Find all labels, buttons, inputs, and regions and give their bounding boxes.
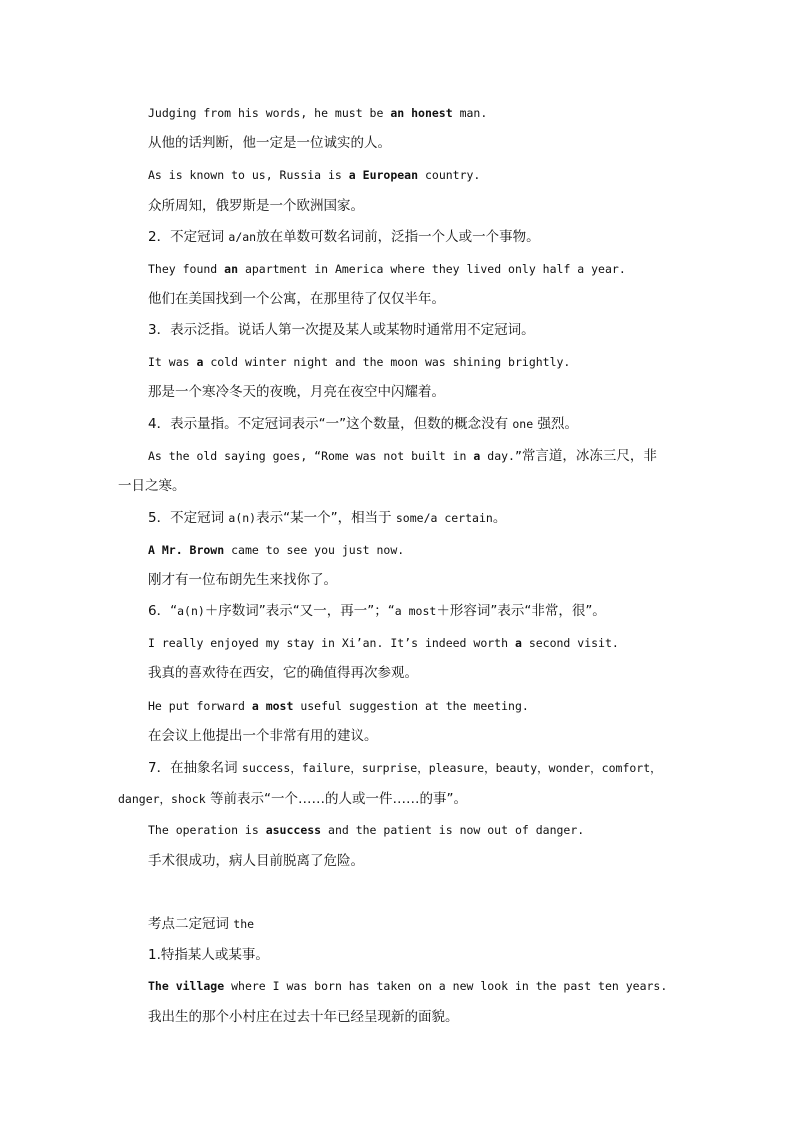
example-sentence-en bbox=[148, 696, 529, 716]
example-sentence-en bbox=[148, 446, 657, 466]
bold-segment: a most bbox=[251, 699, 294, 713]
rule-point-7-continued bbox=[118, 789, 467, 809]
bold-segment: an honest bbox=[390, 106, 453, 120]
rule-point-4 bbox=[148, 414, 578, 434]
example-sentence-en bbox=[148, 352, 570, 372]
rule-point-6 bbox=[148, 601, 606, 621]
rule-point-7 bbox=[148, 758, 662, 778]
text-segment: country. bbox=[418, 168, 481, 182]
example-sentence-en bbox=[148, 103, 487, 123]
example-sentence-en bbox=[148, 540, 404, 560]
text-segment: man. bbox=[452, 106, 488, 120]
text-segment: cold winter night and the moon was shining brightly. bbox=[203, 355, 571, 369]
text-segment: ＋形容词”表示“非常，很”。 bbox=[436, 603, 606, 619]
text-segment: 表示“某一个”，相当于 bbox=[256, 510, 396, 526]
text-segment: the bbox=[233, 917, 255, 931]
example-sentence-en bbox=[148, 820, 584, 840]
text-segment: apartment in America where they lived only half a year. bbox=[238, 262, 626, 276]
translation-zh: 他们在美国找到一个公寓，在那里待了仅仅半年。 bbox=[148, 291, 445, 307]
translation-zh: 我真的喜欢待在西安，它的确值得再次参观。 bbox=[148, 665, 418, 681]
translation-zh: 在会议上他提出一个非常有用的建议。 bbox=[148, 728, 378, 744]
text-segment: a most bbox=[394, 604, 437, 618]
text-segment: As the old saying goes, “Rome was not built in bbox=[148, 449, 474, 463]
bold-segment: A Mr. Brown bbox=[148, 543, 225, 557]
text-segment: They found bbox=[148, 262, 225, 276]
example-sentence-en bbox=[148, 259, 626, 279]
text-segment: danger，shock bbox=[118, 792, 206, 806]
translation-zh: 手术很成功，病人目前脱离了危险。 bbox=[148, 853, 364, 869]
text-segment: came to see you just now. bbox=[224, 543, 405, 557]
text-segment: 。 bbox=[492, 510, 507, 526]
text-segment: some/a certain bbox=[395, 511, 493, 525]
bold-segment: an bbox=[224, 262, 239, 276]
text-segment: a/an bbox=[228, 230, 257, 244]
text-segment: 6．“ bbox=[148, 603, 178, 619]
text-segment: The operation is bbox=[148, 823, 266, 837]
text-segment: Judging from his words, he must be bbox=[148, 106, 391, 120]
text-segment: He put forward bbox=[148, 699, 252, 713]
text-segment: one bbox=[512, 417, 534, 431]
text-segment: 不定冠词 bbox=[170, 229, 229, 245]
text-segment: It was bbox=[148, 355, 197, 369]
text-segment: As is known to us, Russia is bbox=[148, 168, 349, 182]
text-segment: 放在单数可数名词前，泛指一个人或一个事物。 bbox=[256, 229, 540, 245]
rule-point-1: 1.特指某人或某事。 bbox=[148, 947, 269, 963]
text-segment: where I was born has taken on a new look in the past ten years. bbox=[224, 979, 668, 993]
translation-zh: 从他的话判断，他一定是一位诚实的人。 bbox=[148, 135, 391, 151]
translation-zh: 众所周知，俄罗斯是一个欧洲国家。 bbox=[148, 198, 364, 214]
text-segment: and the patient is now out of danger. bbox=[321, 823, 585, 837]
text-segment: I really enjoyed my stay in Xi’an. It’s indeed worth bbox=[148, 636, 515, 650]
bold-segment: a bbox=[473, 449, 481, 463]
example-sentence-en bbox=[148, 976, 667, 996]
text-segment: 强烈。 bbox=[533, 416, 578, 432]
rule-point-3: 3．表示泛指。说话人第一次提及某人或某物时通常用不定冠词。 bbox=[148, 322, 535, 338]
rule-point-2 bbox=[148, 227, 540, 247]
bold-segment: The village bbox=[148, 979, 225, 993]
text-segment: a(n) bbox=[177, 604, 205, 618]
bold-segment: a bbox=[514, 636, 522, 650]
example-sentence-en bbox=[148, 165, 480, 185]
text-segment: a(n) bbox=[228, 511, 257, 525]
translation-inline-zh: 常言道，冰冻三尺，非 bbox=[521, 448, 657, 464]
section-heading bbox=[148, 914, 254, 934]
text-segment: day.” bbox=[480, 449, 522, 463]
bold-segment: a European bbox=[348, 168, 419, 182]
text-segment: 5．不定冠词 bbox=[148, 510, 229, 526]
text-segment: ＋序数词”表示“又一，再一”；“ bbox=[204, 603, 395, 619]
example-sentence-en bbox=[148, 633, 619, 653]
text-segment: second visit. bbox=[521, 636, 619, 650]
translation-zh: 那是一个寒冷冬天的夜晚，月亮在夜空中闪耀着。 bbox=[148, 384, 445, 400]
translation-zh: 我出生的那个小村庄在过去十年已经呈现新的面貌。 bbox=[148, 1009, 459, 1025]
translation-zh: 一日之寒。 bbox=[118, 478, 186, 494]
rule-point-5 bbox=[148, 508, 506, 528]
text-segment: useful suggestion at the meeting. bbox=[293, 699, 529, 713]
bold-segment: a bbox=[196, 355, 204, 369]
bold-segment: asuccess bbox=[265, 823, 322, 837]
text-segment: success，failure，surprise，pleasure，beauty，wonder，comfort， bbox=[241, 761, 662, 775]
text-segment: 考点二定冠词 bbox=[148, 916, 234, 932]
text-segment: 等前表示“一个……的人或一件……的事”。 bbox=[205, 791, 467, 807]
point-number: 2． bbox=[148, 229, 171, 245]
translation-zh: 刚才有一位布朗先生来找你了。 bbox=[148, 572, 337, 588]
text-segment: 4．表示量指。不定冠词表示“一”这个数量，但数的概念没有 bbox=[148, 416, 513, 432]
text-segment: 7．在抽象名词 bbox=[148, 760, 242, 776]
